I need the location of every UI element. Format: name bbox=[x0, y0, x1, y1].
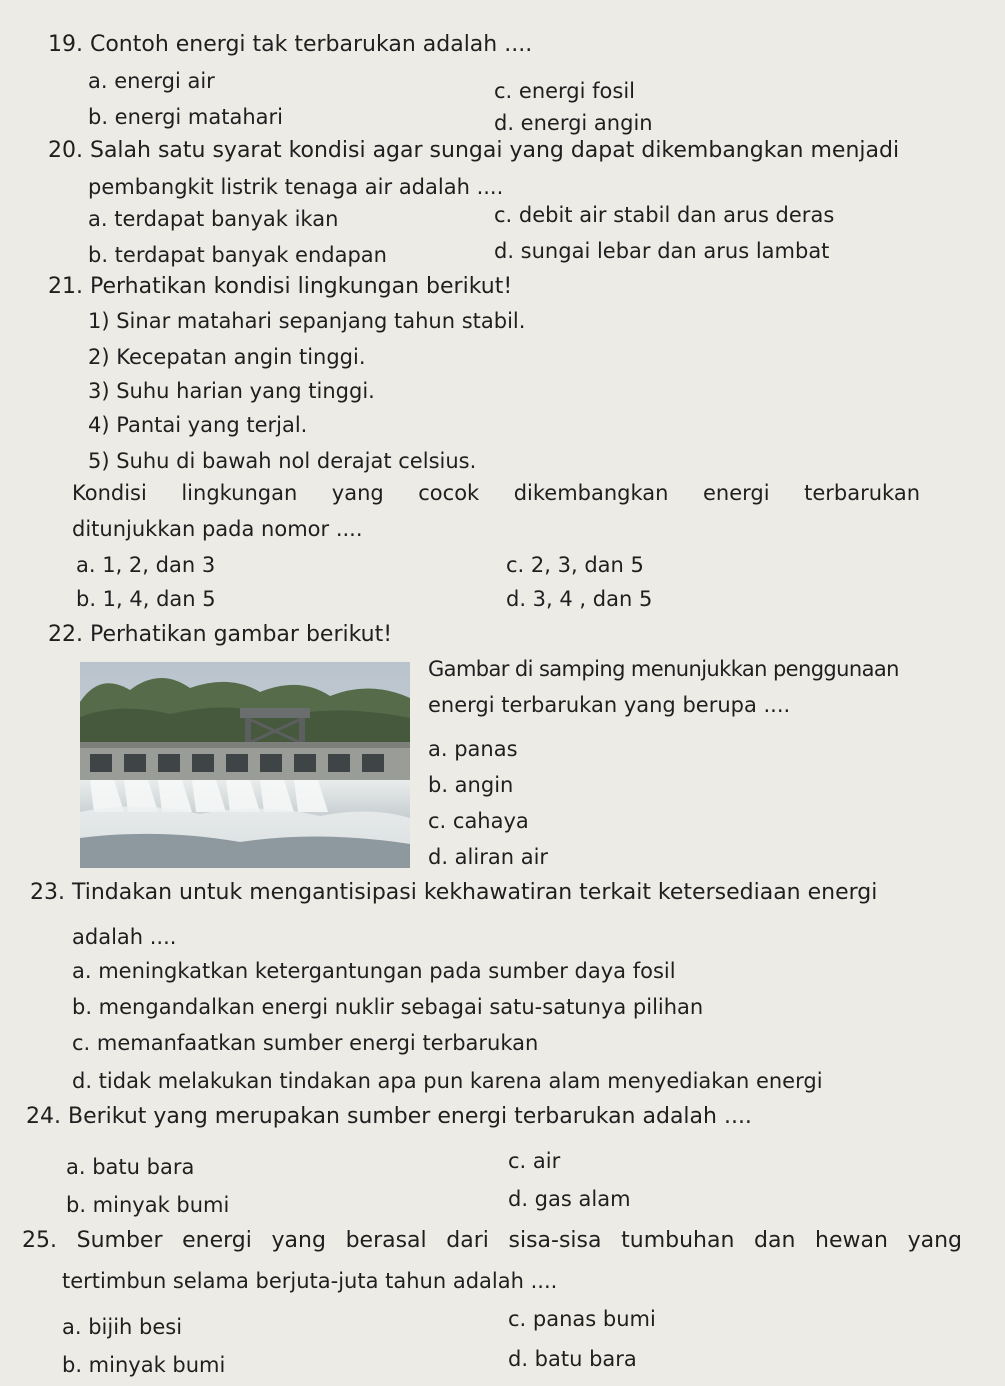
q21-question-line1: Kondisi lingkungan yang cocok dikembangkan energi terbarukan bbox=[72, 481, 920, 505]
q25-question-line1: 25. Sumber energi yang berasal dari sisa-sisa tumbuhan dan hewan yang bbox=[22, 1228, 962, 1253]
q23-question-line2: adalah .... bbox=[72, 925, 177, 949]
q21-item-2: 2) Kecepatan angin tinggi. bbox=[88, 345, 366, 369]
q19-option-c[interactable]: c. energi fosil bbox=[494, 79, 636, 103]
q23-option-c[interactable]: c. memanfaatkan sumber energi terbarukan bbox=[72, 1031, 539, 1055]
q22-question: 22. Perhatikan gambar berikut! bbox=[48, 622, 393, 647]
q20-option-c[interactable]: c. debit air stabil dan arus deras bbox=[494, 203, 835, 227]
q21-item-1: 1) Sinar matahari sepanjang tahun stabil. bbox=[88, 309, 526, 333]
hydropower-dam-photo bbox=[80, 662, 410, 868]
q21-option-c[interactable]: c. 2, 3, dan 5 bbox=[506, 553, 644, 577]
q24-question: 24. Berikut yang merupakan sumber energi terbarukan adalah .... bbox=[26, 1104, 752, 1129]
q21-item-5: 5) Suhu di bawah nol derajat celsius. bbox=[88, 449, 477, 473]
q20-question-line1: 20. Salah satu syarat kondisi agar sungai yang dapat dikembangkan menjadi bbox=[48, 138, 900, 163]
q24-option-a[interactable]: a. batu bara bbox=[66, 1155, 195, 1179]
q24-option-d[interactable]: d. gas alam bbox=[508, 1187, 631, 1211]
q23-option-d[interactable]: d. tidak melakukan tindakan apa pun karena alam menyediakan energi bbox=[72, 1069, 823, 1093]
q25-question-line2: tertimbun selama berjuta-juta tahun adalah .... bbox=[62, 1269, 558, 1293]
q21-item-4: 4) Pantai yang terjal. bbox=[88, 413, 308, 437]
q25-option-d[interactable]: d. batu bara bbox=[508, 1347, 637, 1371]
q23-option-a[interactable]: a. meningkatkan ketergantungan pada sumber daya fosil bbox=[72, 959, 676, 983]
q22-option-d[interactable]: d. aliran air bbox=[428, 845, 549, 869]
q25-option-b[interactable]: b. minyak bumi bbox=[62, 1353, 226, 1377]
q21-option-d[interactable]: d. 3, 4 , dan 5 bbox=[506, 587, 653, 611]
q21-option-b[interactable]: b. 1, 4, dan 5 bbox=[76, 587, 216, 611]
q24-option-c[interactable]: c. air bbox=[508, 1149, 561, 1173]
q25-option-c[interactable]: c. panas bumi bbox=[508, 1307, 656, 1331]
q22-option-b[interactable]: b. angin bbox=[428, 773, 514, 797]
q20-question-line2: pembangkit listrik tenaga air adalah .... bbox=[88, 175, 504, 199]
q21-option-a[interactable]: a. 1, 2, dan 3 bbox=[76, 553, 216, 577]
q24-option-b[interactable]: b. minyak bumi bbox=[66, 1193, 230, 1217]
q22-option-c[interactable]: c. cahaya bbox=[428, 809, 529, 833]
q20-option-b[interactable]: b. terdapat banyak endapan bbox=[88, 243, 387, 267]
q22-option-a[interactable]: a. panas bbox=[428, 737, 518, 761]
q25-option-a[interactable]: a. bijih besi bbox=[62, 1315, 183, 1339]
q19-question: 19. Contoh energi tak terbarukan adalah .... bbox=[48, 32, 533, 57]
q20-option-d[interactable]: d. sungai lebar dan arus lambat bbox=[494, 239, 830, 263]
q22-question-line1: Gambar di samping menunjukkan penggunaan bbox=[428, 657, 899, 681]
q21-question: 21. Perhatikan kondisi lingkungan berikut! bbox=[48, 274, 513, 299]
q22-question-line2: energi terbarukan yang berupa .... bbox=[428, 693, 791, 717]
q20-option-a[interactable]: a. terdapat banyak ikan bbox=[88, 207, 339, 231]
q19-option-d[interactable]: d. energi angin bbox=[494, 111, 653, 135]
q19-option-b[interactable]: b. energi matahari bbox=[88, 105, 284, 129]
q23-option-b[interactable]: b. mengandalkan energi nuklir sebagai satu-satunya pilihan bbox=[72, 995, 704, 1019]
q21-item-3: 3) Suhu harian yang tinggi. bbox=[88, 379, 375, 403]
q23-question-line1: 23. Tindakan untuk mengantisipasi kekhawatiran terkait ketersediaan energi bbox=[30, 880, 878, 905]
q21-question-line2: ditunjukkan pada nomor .... bbox=[72, 517, 363, 541]
q19-option-a[interactable]: a. energi air bbox=[88, 69, 215, 93]
